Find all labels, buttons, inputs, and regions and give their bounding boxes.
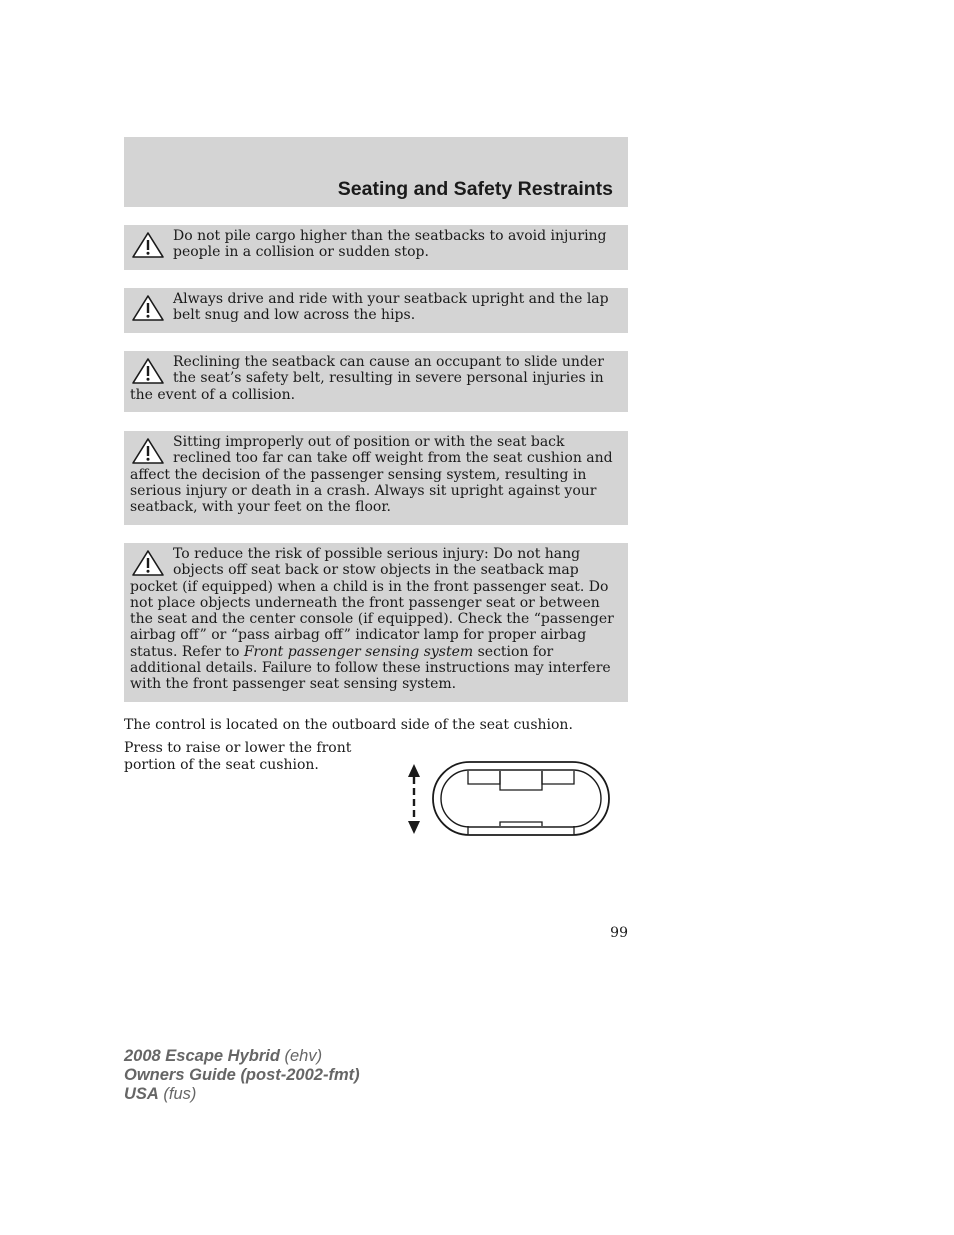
warning-box bbox=[124, 351, 628, 412]
warning-text: Always drive and ride with your seatback upright and the lap belt snug and low across the hips. bbox=[173, 291, 609, 324]
press-instruction-text: Press to raise or lower the front portion of the seat cushion. bbox=[124, 740, 352, 773]
warning-box bbox=[124, 543, 628, 702]
warning-triangle-icon bbox=[130, 230, 166, 260]
warning-triangle-icon bbox=[130, 356, 166, 386]
document-footer bbox=[124, 1047, 360, 1104]
section-header bbox=[124, 137, 628, 207]
control-location-text: The control is located on the outboard side of the seat cushion. bbox=[124, 717, 573, 733]
footer-line-2 bbox=[124, 1066, 360, 1085]
warning-text: Do not pile cargo higher than the seatbacks to avoid injuring people in a collision or sudden stop. bbox=[173, 228, 607, 261]
section-title: Seating and Safety Restraints bbox=[337, 178, 613, 200]
page-number: 99 bbox=[610, 925, 628, 941]
warning-text: Reclining the seatback can cause an occupant to slide under the seat’s safety belt, resulting in severe personal injuries in the event of a collision. bbox=[130, 354, 604, 403]
warning-triangle-icon bbox=[130, 436, 166, 466]
warning-text-reference: Front passenger sensing system bbox=[243, 643, 474, 660]
warning-box bbox=[124, 431, 628, 525]
footer-line-1 bbox=[124, 1047, 360, 1066]
footer-guide: Owners Guide (post-2002-fmt) bbox=[124, 1066, 360, 1084]
arrow-up-icon bbox=[408, 764, 420, 777]
footer-market: USA bbox=[124, 1085, 159, 1103]
arrow-down-icon bbox=[408, 821, 420, 834]
warning-box bbox=[124, 225, 628, 270]
footer-model: 2008 Escape Hybrid bbox=[124, 1047, 280, 1065]
warning-text-part: section for additional details. Failure to follow these instructions may interfere with the front passenger seat sensing system. bbox=[130, 643, 611, 693]
warning-triangle-icon bbox=[130, 548, 166, 578]
footer-market-code: (fus) bbox=[158, 1085, 197, 1103]
warning-box bbox=[124, 288, 628, 333]
warning-text: Sitting improperly out of position or with the seat back reclined too far can take off weight from the seat cushion and affect the decision of the passenger sensing system, resulting in serious injury or death in a crash. Always sit upright against your seatback, with your feet on the floor. bbox=[130, 434, 613, 516]
footer-model-code: (ehv) bbox=[279, 1047, 323, 1065]
warning-triangle-icon bbox=[130, 293, 166, 323]
seat-cushion-control-icon bbox=[400, 758, 614, 840]
footer-line-3 bbox=[124, 1085, 360, 1104]
warning-text bbox=[130, 546, 622, 693]
warning-text-part: To reduce the risk of possible serious injury: Do not hang objects off seat back or stow objects in the seatback map pocket (if equipped) when a child is in the front passenger seat. Do not place objects underneath the front passenger seat or between the seat and the center console (if equipped). Check the “passenger airbag off” or “pass airbag off” indicator lamp for proper airbag status. Refer to bbox=[130, 546, 614, 660]
